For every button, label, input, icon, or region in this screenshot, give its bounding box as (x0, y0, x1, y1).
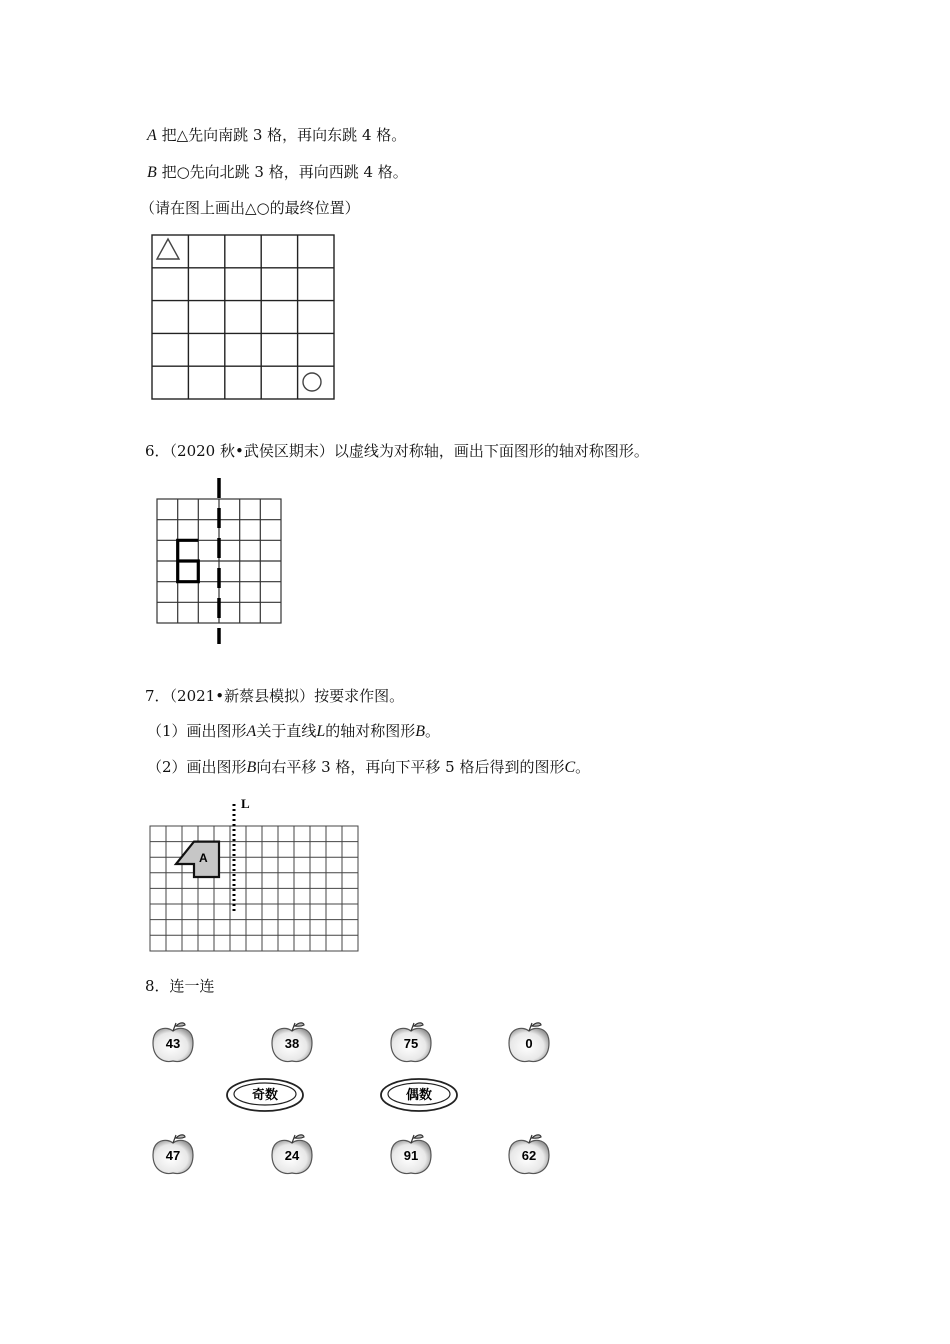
apple-0-label: 0 (525, 1036, 533, 1051)
plate-odd[interactable] (227, 1079, 303, 1111)
apple-62[interactable] (509, 1135, 549, 1174)
q7-sub1-b: B (415, 723, 426, 740)
apple-0[interactable] (509, 1023, 549, 1062)
apple-43[interactable] (153, 1023, 193, 1062)
apple-47[interactable] (153, 1135, 193, 1174)
q7-sub1-mid: 关于直线 (256, 722, 317, 740)
apple-62-label: 62 (521, 1148, 537, 1163)
q5-line-a (147, 125, 406, 146)
shape-a-label: A (199, 851, 208, 865)
apple-91-label: 91 (403, 1148, 419, 1163)
q7-sub2-mid: 向右平移 3 格，再向下平移 5 格后得到的图形 (256, 758, 565, 776)
q6-question: 6．（2020 秋•武侯区期末）以虚线为对称轴，画出下面图形的轴对称图形。 (145, 442, 649, 460)
q5-line-b-text: 把○先向北跳 3 格，再向西跳 4 格。 (161, 163, 408, 181)
digit-six-figure (178, 540, 199, 581)
q7-sub2 (147, 757, 590, 778)
q5-letter-b: B (147, 164, 157, 181)
q5-letter-a: A (147, 127, 157, 144)
apple-24[interactable] (272, 1135, 312, 1174)
line-l-label: L (241, 796, 250, 811)
q7-question: 7．（2021•新蔡县模拟）按要求作图。 (145, 687, 405, 705)
q7-sub1 (147, 721, 440, 742)
apple-38-label: 38 (284, 1036, 300, 1051)
q7-sub2-end: 。 (575, 758, 591, 776)
q8-matching-figure[interactable] (148, 1015, 568, 1185)
circle-shape (303, 373, 321, 391)
triangle-shape (157, 239, 179, 259)
q7-sub2-c: C (564, 759, 576, 776)
q7-sub2-b: B (246, 759, 257, 776)
q7-grid[interactable] (148, 792, 363, 954)
q7-sub1-end: 。 (425, 722, 441, 740)
q7-sub2-prefix: （2）画出图形 (147, 758, 247, 776)
apple-91[interactable] (391, 1135, 431, 1174)
q7-sub1-a: A (246, 723, 257, 740)
q8-question: 8．连一连 (145, 977, 215, 995)
apple-24-label: 24 (284, 1148, 300, 1163)
q7-sub1-mid2: 的轴对称图形 (325, 722, 416, 740)
plate-odd-label: 奇数 (251, 1088, 279, 1103)
apple-75-label: 75 (403, 1036, 419, 1051)
apple-75[interactable] (391, 1023, 431, 1062)
q5-line-a-text: 把△先向南跳 3 格，再向东跳 4 格。 (161, 126, 407, 144)
q5-grid[interactable] (150, 233, 336, 401)
q6-grid[interactable] (155, 478, 285, 644)
plate-even[interactable] (381, 1079, 457, 1111)
apple-47-label: 47 (165, 1148, 181, 1163)
apple-43-label: 43 (165, 1036, 181, 1051)
q5-note: （请在图上画出△○的最终位置） (140, 199, 360, 217)
apple-38[interactable] (272, 1023, 312, 1062)
q7-sub1-prefix: （1）画出图形 (147, 722, 247, 740)
plate-even-label: 偶数 (405, 1088, 433, 1103)
q5-line-b (147, 162, 408, 183)
q7-sub1-l: L (316, 723, 326, 740)
